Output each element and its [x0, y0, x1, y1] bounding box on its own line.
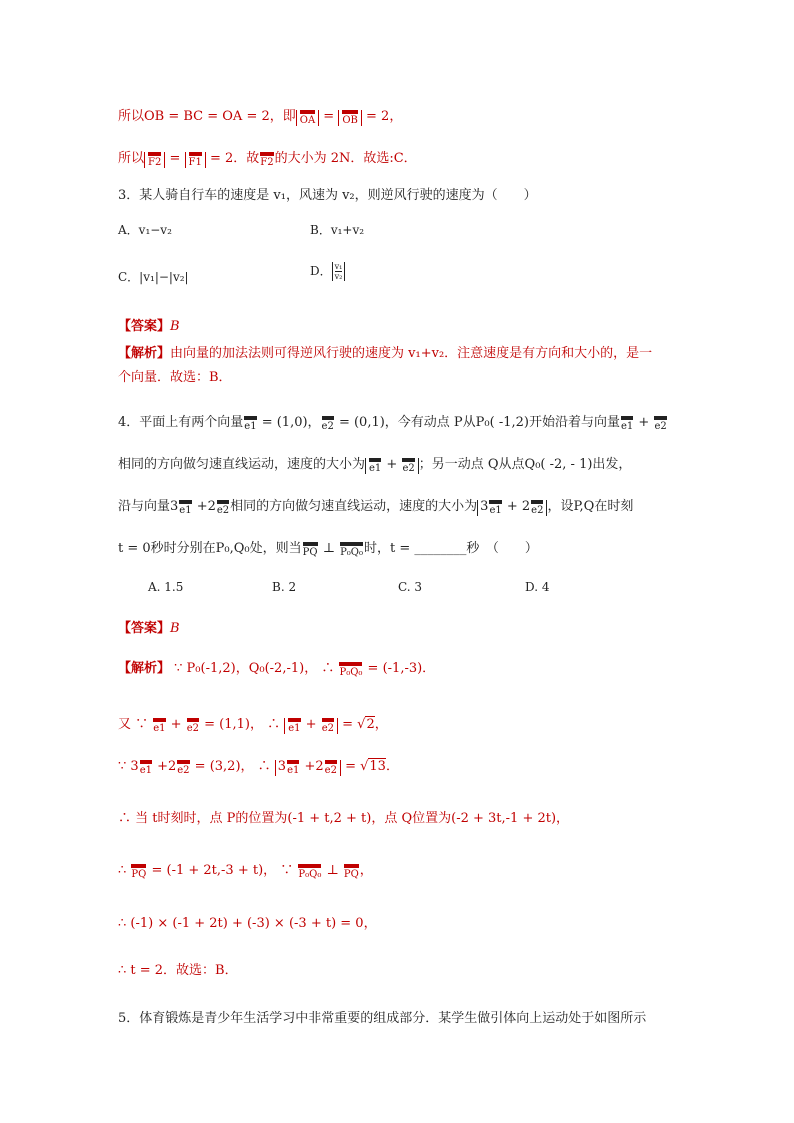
- q3-option-d: D． $\frac{\text{v₁}}{\text{v₂}}$: [310, 262, 345, 281]
- q4-stem-1: 4．平面上有两个向量e1 = (1,0)，e2 = (0,1)，今有动点 P从P₀( -1,2)开始沿着与向量e1 + e2: [118, 415, 667, 432]
- abs-vector-ob: OB: [338, 110, 362, 126]
- q4-option-d: D. 4: [525, 580, 550, 594]
- q4-stem-4: t = 0秒时分别在P₀,Q₀处，则当PQ ⊥ P₀Q₀时，t = ________秒 （ ）: [118, 541, 538, 558]
- solution-line-2: 所以 F2 = F1 = 2．故F2的大小为 2N．故选:C．: [118, 151, 417, 168]
- q4-option-a: A. 1.5: [148, 580, 184, 594]
- q4-analysis-4: ∴ 当 t时刻时，点 P的位置为(-1 + t,2 + t)，点 Q位置为(-2 + 3t,-1 + 2t)，: [118, 811, 570, 826]
- q4-analysis-3: ∵ 3e1 +2e2 = (3,2)， ∴ 3e1 +2e2 = √13．: [118, 759, 399, 776]
- question-5-stem: 5．体育锻炼是青少年生活学习中非常重要的组成部分．某学生做引体向上运动处于如图所示: [118, 1011, 647, 1026]
- q3-analysis-1: 【解析】由向量的加法法则可得逆风行驶的速度为 v₁+v₂．注意速度是有方向和大小的，是一: [118, 346, 653, 361]
- q4-option-c: C. 3: [398, 580, 423, 594]
- q3-option-a: A．v₁−v₂: [118, 223, 172, 237]
- q4-option-b: B. 2: [272, 580, 297, 594]
- q3-option-c: C．|v₁|−|v₂|: [118, 270, 189, 284]
- q4-answer: 【答案】B: [118, 621, 180, 636]
- q4-analysis-6: ∴ (-1) × (-1 + 2t) + (-3) × (-3 + t) = 0，: [118, 916, 377, 931]
- solution-line-1: 所以OB = BC = OA = 2，即 OA = OB = 2，: [118, 109, 403, 126]
- q4-analysis-2: 又 ∵ e1 + e2 = (1,1)， ∴ e1 + e2 = √2，: [118, 717, 388, 734]
- q4-stem-2: 相同的方向做匀速直线运动，速度的大小为 e1 + e2 ；另一动点 Q从点Q₀( -2, - 1)出发，: [118, 457, 632, 474]
- fraction-abs: $\frac{\text{v₁}}{\text{v₂}}$: [332, 262, 346, 281]
- q4-analysis-5: ∴ PQ = (-1 + 2t,-3 + t)， ∵ P₀Q₀ ⊥ PQ，: [118, 863, 373, 880]
- abs-vector-f1: F1: [185, 152, 206, 168]
- q3-option-b: B．v₁+v₂: [310, 223, 365, 237]
- q4-analysis-7: ∴ t = 2．故选：B．: [118, 963, 238, 978]
- question-3-stem: 3．某人骑自行车的速度是 v₁，风速为 v₂，则逆风行驶的速度为（ ）: [118, 188, 537, 203]
- q4-stem-3: 沿与向量3e1 +2e2相同的方向做匀速直线运动，速度的大小为 3e1 + 2e2 ，设P,Q在时刻: [118, 499, 634, 516]
- abs-vector-f2: F2: [144, 152, 165, 168]
- q3-analysis-2: 个向量．故选：B．: [118, 370, 232, 385]
- q4-analysis-1: 【解析】 ∵ P₀(-1,2)，Q₀(-2,-1)， ∴ P₀Q₀ = (-1,-3)．: [118, 661, 436, 678]
- q3-answer: 【答案】B: [118, 319, 180, 334]
- abs-vector-oa: OA: [296, 110, 319, 126]
